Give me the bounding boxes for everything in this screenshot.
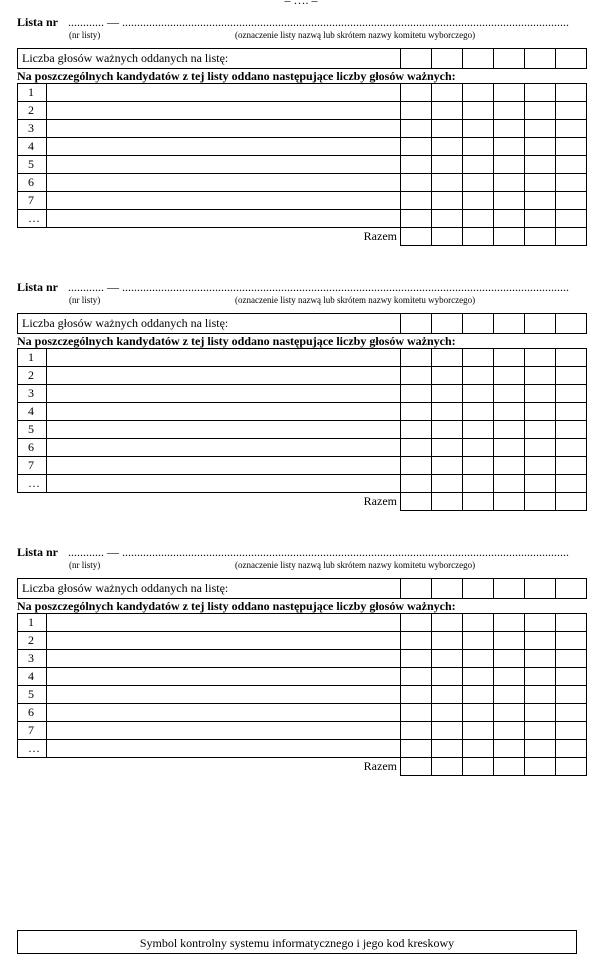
list-section-1: [17, 15, 587, 246]
list-section-2: [17, 280, 587, 511]
digit-box[interactable]: [432, 138, 463, 156]
candidate-name-cell[interactable]: [47, 722, 401, 740]
digit-box[interactable]: [556, 385, 587, 403]
digit-box[interactable]: [432, 457, 463, 475]
digit-box[interactable]: [494, 174, 525, 192]
candidates-table: [17, 613, 587, 776]
digit-box[interactable]: [401, 314, 432, 334]
candidate-name-cell[interactable]: [47, 102, 401, 120]
candidate-row: [18, 403, 587, 421]
row-number: 3: [18, 120, 47, 138]
digit-box[interactable]: [525, 758, 556, 776]
digit-box[interactable]: [463, 704, 494, 722]
digit-box[interactable]: [556, 758, 587, 776]
digit-box[interactable]: [463, 475, 494, 493]
digit-box[interactable]: [401, 349, 432, 367]
candidate-row: [18, 156, 587, 174]
digit-box[interactable]: [463, 493, 494, 511]
digit-box[interactable]: [525, 156, 556, 174]
digit-box[interactable]: [463, 439, 494, 457]
candidate-row: [18, 102, 587, 120]
digit-box[interactable]: [401, 102, 432, 120]
digit-box[interactable]: [525, 632, 556, 650]
digit-box[interactable]: [401, 475, 432, 493]
digit-box[interactable]: [432, 349, 463, 367]
digit-box[interactable]: [494, 722, 525, 740]
candidates-caption: Na poszczególnych kandydatów z tej listy oddano następujące liczby głosów ważnych:: [17, 69, 456, 83]
candidate-name-cell[interactable]: [47, 632, 401, 650]
digit-box[interactable]: [494, 84, 525, 102]
row-number: 2: [18, 632, 47, 650]
list-header: [17, 280, 587, 310]
digit-box[interactable]: [463, 120, 494, 138]
digit-box[interactable]: [401, 758, 432, 776]
digit-box[interactable]: [432, 192, 463, 210]
digit-box[interactable]: [494, 740, 525, 758]
candidate-row: [18, 439, 587, 457]
digit-box[interactable]: [463, 722, 494, 740]
digit-box[interactable]: [556, 84, 587, 102]
digit-box[interactable]: [494, 385, 525, 403]
digit-box[interactable]: [401, 650, 432, 668]
candidate-name-cell[interactable]: [47, 704, 401, 722]
digit-box[interactable]: [432, 403, 463, 421]
digit-box[interactable]: [432, 614, 463, 632]
digit-box[interactable]: [525, 403, 556, 421]
digit-box[interactable]: [525, 493, 556, 511]
digit-box[interactable]: [463, 650, 494, 668]
digit-box[interactable]: [525, 349, 556, 367]
list-votes-label: Liczba głosów ważnych oddanych na listę:: [18, 579, 401, 599]
candidate-row: [18, 138, 587, 156]
total-label: Razem: [363, 759, 397, 774]
digit-box[interactable]: [525, 210, 556, 228]
digit-box[interactable]: [525, 385, 556, 403]
row-number: 6: [18, 439, 47, 457]
digit-box[interactable]: [432, 704, 463, 722]
candidate-name-cell[interactable]: [47, 421, 401, 439]
digit-box[interactable]: [401, 614, 432, 632]
row-number: 3: [18, 650, 47, 668]
digit-box[interactable]: [525, 457, 556, 475]
row-number: …: [18, 210, 47, 228]
list-name-field[interactable]: ............ — .....................................................................................................................................................: [68, 280, 569, 294]
digit-box[interactable]: [494, 650, 525, 668]
row-number: 4: [18, 403, 47, 421]
control-symbol-box: Symbol kontrolny systemu informatycznego i jego kod kreskowy: [17, 930, 577, 954]
digit-box[interactable]: [556, 579, 587, 599]
digit-box[interactable]: [525, 49, 556, 69]
list-name-caption: (oznaczenie listy nazwą lub skrótem nazwy komitetu wyborczego): [235, 30, 476, 40]
candidate-row: [18, 349, 587, 367]
digit-box[interactable]: [556, 614, 587, 632]
digit-box[interactable]: [463, 138, 494, 156]
digit-box[interactable]: [556, 102, 587, 120]
digit-box[interactable]: [494, 686, 525, 704]
digit-box[interactable]: [432, 439, 463, 457]
row-number: 2: [18, 367, 47, 385]
digit-box[interactable]: [556, 439, 587, 457]
digit-box[interactable]: [556, 228, 587, 246]
digit-box[interactable]: [432, 174, 463, 192]
digit-box[interactable]: [463, 403, 494, 421]
digit-box[interactable]: [432, 740, 463, 758]
row-number: 5: [18, 421, 47, 439]
candidates-caption: Na poszczególnych kandydatów z tej listy oddano następujące liczby głosów ważnych:: [17, 334, 456, 348]
candidate-name-cell[interactable]: [47, 367, 401, 385]
digit-box[interactable]: [463, 84, 494, 102]
digit-box[interactable]: [432, 493, 463, 511]
digit-box[interactable]: [401, 138, 432, 156]
digit-box[interactable]: [463, 579, 494, 599]
digit-box[interactable]: [494, 403, 525, 421]
candidate-row: [18, 367, 587, 385]
candidate-name-cell[interactable]: [47, 192, 401, 210]
digit-box[interactable]: [525, 314, 556, 334]
candidate-name-cell[interactable]: [47, 84, 401, 102]
digit-box[interactable]: [556, 403, 587, 421]
row-number: 3: [18, 385, 47, 403]
digit-box[interactable]: [525, 579, 556, 599]
digit-box[interactable]: [525, 174, 556, 192]
row-number: 5: [18, 686, 47, 704]
digit-box[interactable]: [556, 475, 587, 493]
digit-box[interactable]: [494, 758, 525, 776]
total-row: [18, 758, 587, 776]
list-name-caption: (oznaczenie listy nazwą lub skrótem nazwy komitetu wyborczego): [235, 560, 476, 570]
candidate-row: [18, 650, 587, 668]
digit-box[interactable]: [494, 49, 525, 69]
row-number: 4: [18, 138, 47, 156]
list-nr-label: Lista nr: [17, 15, 59, 29]
digit-box[interactable]: [463, 49, 494, 69]
candidate-name-cell[interactable]: [47, 174, 401, 192]
total-row: [18, 493, 587, 511]
digit-box[interactable]: [463, 156, 494, 174]
digit-box[interactable]: [556, 704, 587, 722]
row-number: 6: [18, 174, 47, 192]
digit-box[interactable]: [556, 138, 587, 156]
digit-box[interactable]: [432, 314, 463, 334]
list-votes-table: [17, 48, 587, 69]
digit-box[interactable]: [401, 367, 432, 385]
digit-box[interactable]: [525, 704, 556, 722]
list-name-field[interactable]: ............ — .....................................................................................................................................................: [68, 545, 569, 559]
row-number: 1: [18, 614, 47, 632]
digit-box[interactable]: [401, 156, 432, 174]
digit-box[interactable]: [494, 704, 525, 722]
list-nr-label: Lista nr: [17, 280, 59, 294]
digit-box[interactable]: [494, 102, 525, 120]
total-label: Razem: [363, 494, 397, 509]
digit-box[interactable]: [556, 192, 587, 210]
list-votes-label: Liczba głosów ważnych oddanych na listę:: [18, 314, 401, 334]
digit-box[interactable]: [432, 668, 463, 686]
digit-box[interactable]: [463, 614, 494, 632]
digit-box[interactable]: [401, 210, 432, 228]
digit-box[interactable]: [556, 722, 587, 740]
digit-box[interactable]: [463, 174, 494, 192]
digit-box[interactable]: [556, 632, 587, 650]
candidate-name-cell[interactable]: [47, 668, 401, 686]
digit-box[interactable]: [525, 228, 556, 246]
digit-box[interactable]: [494, 349, 525, 367]
digit-box[interactable]: [556, 349, 587, 367]
candidate-row: [18, 210, 587, 228]
digit-box[interactable]: [401, 192, 432, 210]
digit-box[interactable]: [432, 210, 463, 228]
candidate-name-cell[interactable]: [47, 138, 401, 156]
list-name-caption: (oznaczenie listy nazwą lub skrótem nazwy komitetu wyborczego): [235, 295, 476, 305]
digit-box[interactable]: [463, 758, 494, 776]
candidate-row: [18, 192, 587, 210]
list-votes-table: [17, 578, 587, 599]
digit-box[interactable]: [556, 49, 587, 69]
digit-box[interactable]: [494, 632, 525, 650]
candidate-row: [18, 120, 587, 138]
digit-box[interactable]: [432, 49, 463, 69]
digit-box[interactable]: [525, 84, 556, 102]
digit-box[interactable]: [432, 84, 463, 102]
row-number: 5: [18, 156, 47, 174]
digit-box[interactable]: [432, 632, 463, 650]
digit-box[interactable]: [556, 686, 587, 704]
digit-box[interactable]: [525, 138, 556, 156]
digit-box[interactable]: [556, 156, 587, 174]
list-nr-caption: (nr listy): [69, 295, 101, 305]
digit-box[interactable]: [432, 758, 463, 776]
digit-box[interactable]: [401, 722, 432, 740]
total-row: [18, 228, 587, 246]
digit-box[interactable]: [525, 367, 556, 385]
digit-box[interactable]: [432, 228, 463, 246]
digit-box[interactable]: [401, 120, 432, 138]
candidate-row: [18, 632, 587, 650]
candidate-row: [18, 614, 587, 632]
digit-box[interactable]: [463, 457, 494, 475]
candidate-name-cell[interactable]: [47, 686, 401, 704]
row-number: 1: [18, 84, 47, 102]
digit-box[interactable]: [556, 421, 587, 439]
candidate-row: [18, 686, 587, 704]
digit-box[interactable]: [525, 650, 556, 668]
candidate-name-cell[interactable]: [47, 740, 401, 758]
digit-box[interactable]: [556, 210, 587, 228]
list-votes-label: Liczba głosów ważnych oddanych na listę:: [18, 49, 401, 69]
digit-box[interactable]: [401, 740, 432, 758]
digit-box[interactable]: [401, 228, 432, 246]
digit-box[interactable]: [494, 314, 525, 334]
candidates-caption: Na poszczególnych kandydatów z tej listy oddano następujące liczby głosów ważnych:: [17, 599, 456, 613]
digit-box[interactable]: [463, 686, 494, 704]
digit-box[interactable]: [556, 493, 587, 511]
candidate-row: [18, 84, 587, 102]
digit-box[interactable]: [401, 403, 432, 421]
digit-box[interactable]: [556, 650, 587, 668]
candidate-name-cell[interactable]: [47, 650, 401, 668]
candidate-row: [18, 722, 587, 740]
digit-box[interactable]: [463, 349, 494, 367]
digit-box[interactable]: [525, 120, 556, 138]
list-header: [17, 15, 587, 45]
digit-box[interactable]: [494, 421, 525, 439]
list-name-field[interactable]: ............ — .....................................................................................................................................................: [68, 15, 569, 29]
digit-box[interactable]: [432, 686, 463, 704]
digit-box[interactable]: [494, 457, 525, 475]
digit-box[interactable]: [432, 421, 463, 439]
digit-box[interactable]: [525, 439, 556, 457]
candidate-row: [18, 421, 587, 439]
digit-box[interactable]: [525, 668, 556, 686]
list-section-3: [17, 545, 587, 776]
candidates-table: [17, 83, 587, 246]
candidate-name-cell[interactable]: [47, 385, 401, 403]
digit-box[interactable]: [401, 174, 432, 192]
row-number: 2: [18, 102, 47, 120]
candidate-row: [18, 668, 587, 686]
digit-box[interactable]: [494, 475, 525, 493]
candidate-name-cell[interactable]: [47, 614, 401, 632]
digit-box[interactable]: [463, 210, 494, 228]
digit-box[interactable]: [463, 192, 494, 210]
digit-box[interactable]: [556, 120, 587, 138]
list-nr-caption: (nr listy): [69, 560, 101, 570]
candidate-name-cell[interactable]: [47, 475, 401, 493]
digit-box[interactable]: [494, 614, 525, 632]
digit-box[interactable]: [463, 385, 494, 403]
candidate-row: [18, 174, 587, 192]
digit-box[interactable]: [463, 632, 494, 650]
candidate-name-cell[interactable]: [47, 120, 401, 138]
digit-box[interactable]: [556, 174, 587, 192]
digit-box[interactable]: [525, 722, 556, 740]
digit-box[interactable]: [525, 192, 556, 210]
digit-box[interactable]: [401, 457, 432, 475]
digit-box[interactable]: [556, 740, 587, 758]
digit-box[interactable]: [463, 102, 494, 120]
digit-box[interactable]: [401, 704, 432, 722]
candidate-name-cell[interactable]: [47, 210, 401, 228]
digit-box[interactable]: [463, 421, 494, 439]
digit-box[interactable]: [401, 686, 432, 704]
digit-box[interactable]: [463, 228, 494, 246]
digit-box[interactable]: [432, 156, 463, 174]
row-number: …: [18, 475, 47, 493]
digit-box[interactable]: [432, 367, 463, 385]
digit-box[interactable]: [494, 367, 525, 385]
row-number: 4: [18, 668, 47, 686]
digit-box[interactable]: [525, 421, 556, 439]
digit-box[interactable]: [401, 668, 432, 686]
digit-box[interactable]: [494, 668, 525, 686]
digit-box[interactable]: [401, 579, 432, 599]
digit-box[interactable]: [432, 722, 463, 740]
digit-box[interactable]: [525, 614, 556, 632]
digit-box[interactable]: [494, 579, 525, 599]
row-number: 7: [18, 457, 47, 475]
digit-box[interactable]: [401, 632, 432, 650]
digit-box[interactable]: [432, 475, 463, 493]
total-label: Razem: [363, 229, 397, 244]
digit-box[interactable]: [401, 385, 432, 403]
digit-box[interactable]: [432, 579, 463, 599]
digit-box[interactable]: [401, 493, 432, 511]
digit-box[interactable]: [525, 475, 556, 493]
digit-box[interactable]: [556, 367, 587, 385]
digit-box[interactable]: [556, 314, 587, 334]
list-votes-table: [17, 313, 587, 334]
digit-box[interactable]: [494, 439, 525, 457]
digit-box[interactable]: [494, 192, 525, 210]
candidate-name-cell[interactable]: [47, 403, 401, 421]
list-nr-label: Lista nr: [17, 545, 59, 559]
digit-box[interactable]: [525, 740, 556, 758]
row-number: …: [18, 740, 47, 758]
digit-box[interactable]: [556, 668, 587, 686]
digit-box[interactable]: [494, 228, 525, 246]
page-number: – …. –: [284, 0, 318, 7]
digit-box[interactable]: [463, 314, 494, 334]
digit-box[interactable]: [401, 49, 432, 69]
candidate-row: [18, 704, 587, 722]
digit-box[interactable]: [463, 668, 494, 686]
digit-box[interactable]: [463, 740, 494, 758]
digit-box[interactable]: [432, 385, 463, 403]
candidate-name-cell[interactable]: [47, 457, 401, 475]
candidates-table: [17, 348, 587, 511]
row-number: 7: [18, 722, 47, 740]
digit-box[interactable]: [494, 120, 525, 138]
digit-box[interactable]: [432, 650, 463, 668]
digit-box[interactable]: [401, 84, 432, 102]
list-nr-caption: (nr listy): [69, 30, 101, 40]
digit-box[interactable]: [494, 210, 525, 228]
row-number: 1: [18, 349, 47, 367]
digit-box[interactable]: [463, 367, 494, 385]
row-number: 7: [18, 192, 47, 210]
digit-box[interactable]: [432, 120, 463, 138]
candidate-name-cell[interactable]: [47, 156, 401, 174]
digit-box[interactable]: [525, 686, 556, 704]
candidate-row: [18, 457, 587, 475]
row-number: 6: [18, 704, 47, 722]
candidate-name-cell[interactable]: [47, 349, 401, 367]
digit-box[interactable]: [432, 102, 463, 120]
digit-box[interactable]: [494, 138, 525, 156]
candidate-row: [18, 740, 587, 758]
digit-box[interactable]: [525, 102, 556, 120]
digit-box[interactable]: [556, 457, 587, 475]
digit-box[interactable]: [494, 156, 525, 174]
list-header: [17, 545, 587, 575]
candidate-row: [18, 475, 587, 493]
digit-box[interactable]: [494, 493, 525, 511]
candidate-row: [18, 385, 587, 403]
candidate-name-cell[interactable]: [47, 439, 401, 457]
digit-box[interactable]: [401, 421, 432, 439]
digit-box[interactable]: [401, 439, 432, 457]
